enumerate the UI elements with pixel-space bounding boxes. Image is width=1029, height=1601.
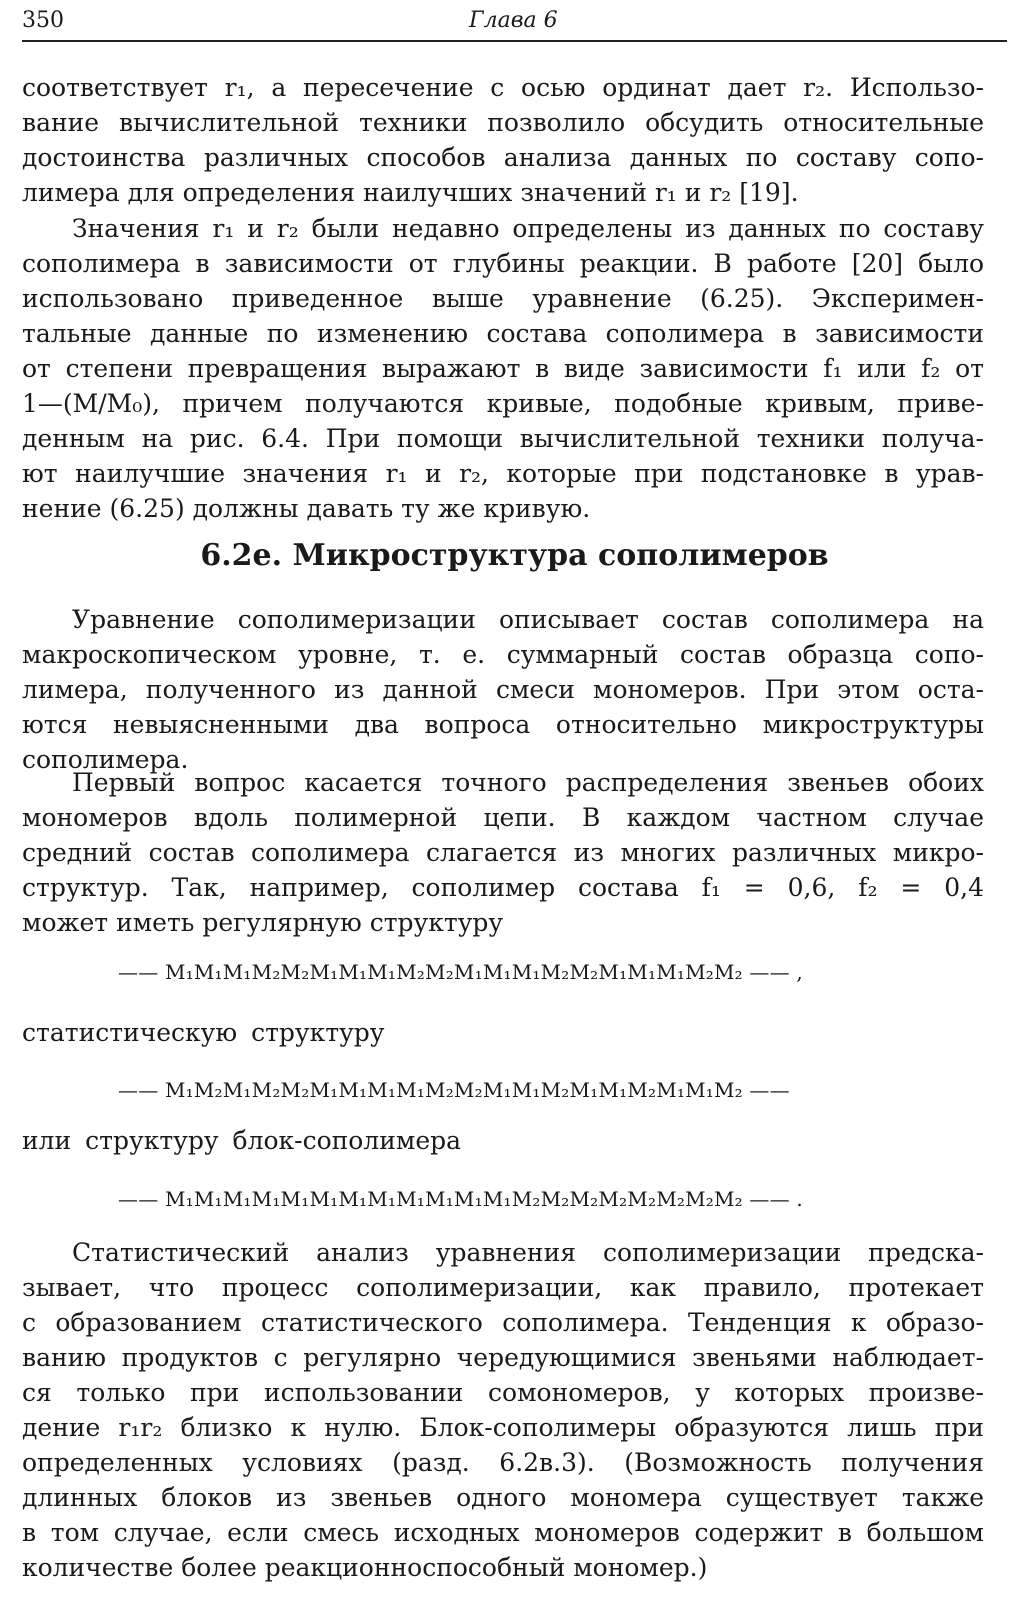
page-number: 350 <box>22 8 64 33</box>
text-line: лимера, полученного из данной смеси мономеров. При этом оста- <box>22 675 984 704</box>
text-line: соответствует r₁, а пересечение с осью ординат дает r₂. Использо- <box>22 73 984 102</box>
text-line: зывает, что процесс сополимеризации, как правило, протекает <box>22 1273 984 1302</box>
text-line: ся только при использовании сомономеров, у которых произве- <box>22 1378 984 1407</box>
paragraph-1 <box>22 70 984 210</box>
chapter-title: Глава 6 <box>469 8 558 33</box>
text-line: с образованием статистического сополимера. Тенденция к образо- <box>22 1308 984 1337</box>
text-line: длинных блоков из звеньев одного мономера существует также <box>22 1483 984 1512</box>
text-line: может иметь регулярную структуру <box>22 908 504 937</box>
text-line: структур. Так, например, сополимер состава f₁ = 0,6, f₂ = 0,4 <box>22 873 984 902</box>
text-line: Уравнение сополимеризации описывает состав сополимера на <box>72 605 984 634</box>
formula-statistical-structure: —— M₁M₂M₁M₂M₂M₁M₁M₁M₁M₂M₂M₁M₁M₂M₁M₁M₂M₁M₁M₂ —— <box>118 1078 790 1102</box>
text-line: ются невыясненными два вопроса относительно микроструктуры <box>22 710 984 739</box>
text-line: от степени превращения выражают в виде зависимости f₁ или f₂ от <box>22 354 984 383</box>
section-heading: 6.2е. Микроструктура сополимеров <box>200 538 829 573</box>
text-line: лимера для определения наилучших значений r₁ и r₂ [19]. <box>22 178 799 207</box>
text-line: сополимера в зависимости от глубины реакции. В работе [20] было <box>22 249 984 278</box>
text-line: достоинства различных способов анализа данных по составу сопо- <box>22 143 984 172</box>
formula-block-structure: —— M₁M₁M₁M₁M₁M₁M₁M₁M₁M₁M₁M₁M₂M₂M₂M₂M₂M₂M₂M₂ —— . <box>118 1187 803 1211</box>
paragraph-2 <box>22 211 984 526</box>
text-line: Первый вопрос касается точного распределения звеньев обоих <box>72 768 984 797</box>
text-line: использовано приведенное выше уравнение (6.25). Эксперимен- <box>22 284 984 313</box>
paragraph-5 <box>22 1235 984 1585</box>
text-line: ют наилучшие значения r₁ и r₂, которые при подстановке в урав- <box>22 459 984 488</box>
text-line: сополимера. <box>22 745 189 774</box>
page-header <box>22 6 1007 42</box>
text-line: средний состав сополимера слагается из многих различных микро- <box>22 838 984 867</box>
paragraph-3 <box>22 602 984 777</box>
text-line: в том случае, если смесь исходных мономеров содержит в большом <box>22 1518 984 1547</box>
text-line: Статистический анализ уравнения сополимеризации предска- <box>72 1238 984 1267</box>
paragraph-4 <box>22 765 984 940</box>
text-line: 1—(M/M₀), причем получаются кривые, подобные кривым, приве- <box>22 389 984 418</box>
text-line: мономеров вдоль полимерной цепи. В каждом частном случае <box>22 803 984 832</box>
text-line: ванию продуктов с регулярно чередующимися звеньями наблюдает- <box>22 1343 984 1372</box>
text-line: количестве более реакционноспособный мономер.) <box>22 1553 708 1582</box>
text-line: Значения r₁ и r₂ были недавно определены из данных по составу <box>72 214 984 243</box>
text-line: дение r₁r₂ близко к нулю. Блок-сополимеры образуются лишь при <box>22 1413 984 1442</box>
formula-regular-structure: —— M₁M₁M₁M₂M₂M₁M₁M₁M₂M₂M₁M₁M₁M₂M₂M₁M₁M₁M₂M₂ —— , <box>118 960 803 984</box>
text-line: вание вычислительной техники позволило обсудить относительные <box>22 108 984 137</box>
text-line: тальные данные по изменению состава сополимера в зависимости <box>22 319 984 348</box>
text-line-block: или структуру блок-сополимера <box>22 1126 462 1155</box>
text-line: денным на рис. 6.4. При помощи вычислительной техники получа- <box>22 424 984 453</box>
text-line: нение (6.25) должны давать ту же кривую. <box>22 494 591 523</box>
text-line-statistical: статистическую структуру <box>22 1018 385 1047</box>
text-line: макроскопическом уровне, т. е. суммарный состав образца сопо- <box>22 640 984 669</box>
text-line: определенных условиях (разд. 6.2в.3). (Возможность получения <box>22 1448 984 1477</box>
